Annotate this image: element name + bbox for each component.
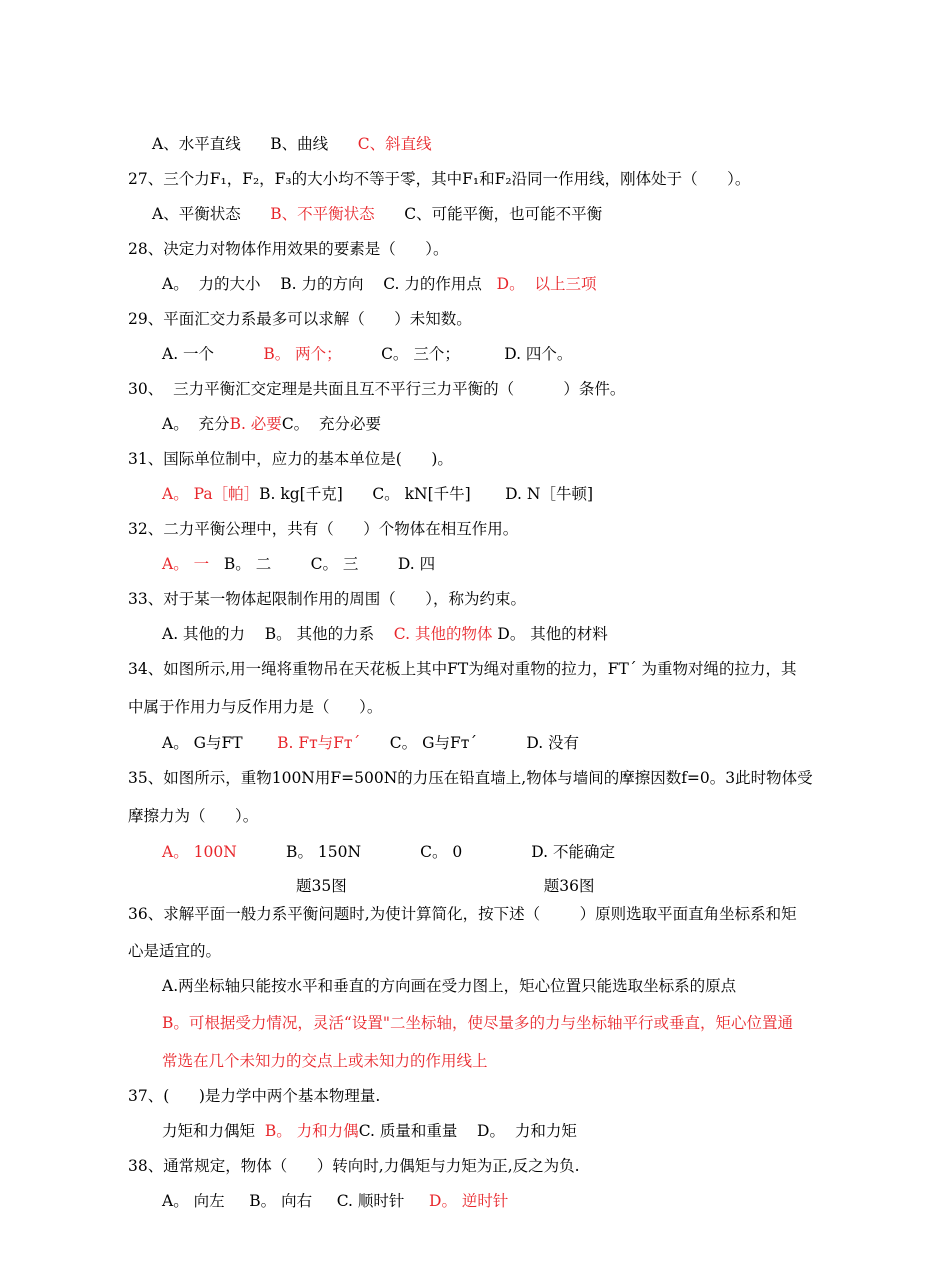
text-line	[128, 768, 813, 788]
text-line	[162, 733, 579, 753]
answer-text: A。 Pa［帕］	[162, 485, 260, 503]
answer-text: B。 力和力偶	[264, 1122, 359, 1140]
question-text: A.两坐标轴只能按水平和垂直的方向画在受力图上，矩心位置只能选取坐标系的原点	[162, 977, 737, 995]
question-text: 30、 三力平衡汇交定理是共面且互不平行三力平衡的（ ）条件。	[128, 380, 626, 398]
text-line	[128, 806, 258, 826]
text-line	[128, 941, 221, 961]
text-line	[162, 344, 572, 364]
question-text: 32、二力平衡公理中，共有（ ）个物体在相互作用。	[128, 520, 519, 538]
question-text: C。 三个； D. 四个。	[341, 345, 573, 363]
answer-text: D。 逆时针	[429, 1192, 509, 1210]
question-text: 27、三个力F₁，F₂，F₃的大小均不等于零，其中F₁和F₂沿同一作用线，刚体处于（ ）。	[128, 170, 751, 188]
question-text: A. 其他的力 B。 其他的力系	[162, 625, 394, 643]
question-text: A。 向左 B。 向右 C. 顺时针	[162, 1192, 430, 1210]
question-text: C. 质量和重量 D。 力和力矩	[358, 1122, 577, 1140]
text-line	[296, 876, 595, 896]
text-line	[162, 1191, 508, 1211]
question-text: C、可能平衡，也可能不平衡	[374, 205, 603, 223]
text-line	[162, 842, 615, 862]
question-text: 题35图 题36图	[296, 877, 595, 895]
answer-text: B。可根据受力情况，灵活“设置"二坐标轴，使尽量多的力与坐标轴平行或垂直，矩心位置通	[162, 1014, 793, 1032]
answer-text: D。 以上三项	[496, 275, 597, 293]
text-line	[128, 589, 526, 609]
question-text: 中属于作用力与反作用力是（ ）。	[128, 698, 383, 716]
question-text: 力矩和力偶矩	[162, 1122, 265, 1140]
text-line	[152, 204, 602, 224]
answer-text: B。 两个；	[263, 345, 342, 363]
text-line	[162, 1051, 488, 1071]
question-text: 31、国际单位制中，应力的基本单位是( )。	[128, 450, 453, 468]
text-line	[128, 379, 625, 399]
text-line	[162, 624, 608, 644]
question-text: A、水平直线 B、曲线	[152, 135, 358, 153]
text-line	[162, 414, 381, 434]
question-text: B。 150N C。 0 D. 不能确定	[236, 843, 615, 861]
question-text: 心是适宜的。	[128, 942, 222, 960]
text-line	[128, 309, 472, 329]
text-line	[128, 169, 750, 189]
question-text: A。 充分	[162, 415, 230, 433]
text-line	[162, 1121, 577, 1141]
text-line	[128, 519, 518, 539]
answer-text: 常选在几个未知力的交点上或未知力的作用线上	[162, 1052, 488, 1070]
text-line	[162, 976, 736, 996]
answer-text: C、斜直线	[357, 135, 432, 153]
answer-text: B. 必要	[229, 415, 282, 433]
answer-text: B. Fᴛ与Fᴛ´	[277, 734, 361, 752]
question-text: 36、求解平面一般力系平衡问题时,为使计算简化，按下述（ ）原则选取平面直角坐标系和矩	[128, 905, 797, 923]
question-text: 35、如图所示，重物100N用F=500N的力压在铅直墙上,物体与墙间的摩擦因数f=0。3此时物体受	[128, 769, 813, 787]
text-line	[128, 697, 382, 717]
question-text: A、平衡状态	[152, 205, 271, 223]
question-text: 28、决定力对物体作用效果的要素是（ ）。	[128, 240, 449, 258]
text-line	[128, 1086, 380, 1106]
question-text: A. 一个	[162, 345, 264, 363]
text-line	[128, 1156, 580, 1176]
text-line	[128, 904, 797, 924]
text-line	[162, 554, 435, 574]
answer-text: B、不平衡状态	[270, 205, 375, 223]
question-text: B. kg[千克] C。 kN[千牛] D. N［牛顿]	[259, 485, 593, 503]
text-line	[152, 134, 432, 154]
question-text: 33、对于某一物体起限制作用的周围（ ），称为约束。	[128, 590, 527, 608]
text-line	[162, 274, 596, 294]
answer-text: A。 一	[162, 555, 210, 573]
text-line	[128, 239, 449, 259]
question-text: 29、平面汇交力系最多可以求解（ ）未知数。	[128, 310, 472, 328]
answer-text: C. 其他的物体	[393, 625, 493, 643]
question-text: C。 G与Fᴛ´ D. 没有	[360, 734, 580, 752]
question-text: A。 G与FT	[162, 734, 278, 752]
question-text: 摩擦力为（ ）。	[128, 807, 259, 825]
question-text: 37、( )是力学中两个基本物理量.	[128, 1087, 381, 1105]
question-text: B。 二 C。 三 D. 四	[209, 555, 436, 573]
text-line	[162, 484, 593, 504]
text-line	[128, 659, 797, 679]
text-line	[128, 449, 453, 469]
text-line	[162, 1013, 793, 1033]
question-text: C。 充分必要	[281, 415, 382, 433]
question-text: 38、通常规定，物体（ ）转向时,力偶矩与力矩为正,反之为负.	[128, 1157, 580, 1175]
question-text: D。 其他的材料	[492, 625, 608, 643]
question-text: A。 力的大小 B. 力的方向 C. 力的作用点	[162, 275, 497, 293]
question-text: 34、如图所示,用一绳将重物吊在天花板上其中FT为绳对重物的拉力，FT´ 为重物对绳的拉力，其	[128, 660, 797, 678]
answer-text: A。 100N	[162, 843, 237, 861]
